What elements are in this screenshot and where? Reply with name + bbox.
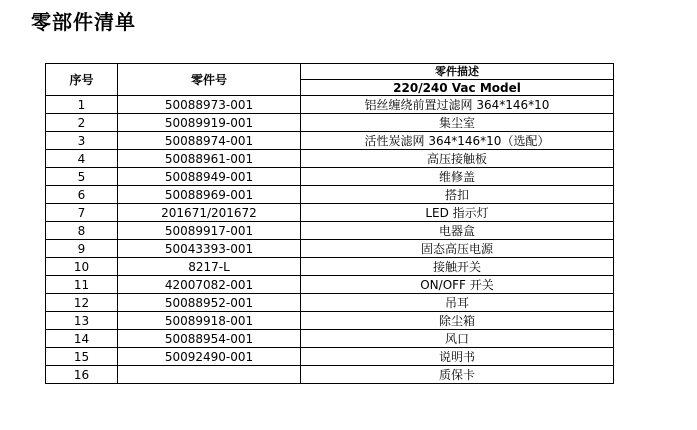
table-row: [46, 330, 614, 348]
cell-part-number: 50089917-001: [118, 222, 301, 240]
cell-description: 维修盖: [301, 168, 614, 186]
table-row: [46, 240, 614, 258]
table-row: [46, 114, 614, 132]
cell-part-number: 50092490-001: [118, 348, 301, 366]
cell-part-number: 50089918-001: [118, 312, 301, 330]
cell-description: 除尘箱: [301, 312, 614, 330]
table-row: [46, 222, 614, 240]
cell-part-number: 50088974-001: [118, 132, 301, 150]
table-row: [46, 276, 614, 294]
header-part-number: 零件号: [118, 64, 301, 96]
cell-index: 7: [46, 204, 118, 222]
table-row: [46, 150, 614, 168]
cell-index: 16: [46, 366, 118, 384]
cell-index: 4: [46, 150, 118, 168]
cell-part-number: 50088969-001: [118, 186, 301, 204]
table-row: [46, 294, 614, 312]
cell-description: LED 指示灯: [301, 204, 614, 222]
table-row: [46, 132, 614, 150]
cell-description: 活性炭滤网 364*146*10（选配）: [301, 132, 614, 150]
cell-index: 14: [46, 330, 118, 348]
cell-index: 11: [46, 276, 118, 294]
cell-description: 高压接触板: [301, 150, 614, 168]
cell-index: 1: [46, 96, 118, 114]
cell-index: 9: [46, 240, 118, 258]
table-row: [46, 186, 614, 204]
cell-part-number: 50088949-001: [118, 168, 301, 186]
parts-table: [45, 63, 614, 384]
header-description: 零件描述: [301, 64, 614, 80]
cell-description: 铝丝缠绕前置过滤网 364*146*10: [301, 96, 614, 114]
cell-part-number: 50088954-001: [118, 330, 301, 348]
header-model: 220/240 Vac Model: [301, 80, 614, 96]
table-header-row: [46, 64, 614, 80]
page-title: 零部件清单: [31, 10, 136, 34]
cell-description: 说明书: [301, 348, 614, 366]
cell-part-number: 201671/201672: [118, 204, 301, 222]
table-row: [46, 96, 614, 114]
cell-index: 3: [46, 132, 118, 150]
table-row: [46, 204, 614, 222]
cell-part-number: 50089919-001: [118, 114, 301, 132]
table-row: [46, 348, 614, 366]
table-row: [46, 168, 614, 186]
cell-part-number: 50043393-001: [118, 240, 301, 258]
cell-part-number: 50088952-001: [118, 294, 301, 312]
cell-index: 15: [46, 348, 118, 366]
cell-description: 风口: [301, 330, 614, 348]
cell-index: 13: [46, 312, 118, 330]
cell-description: ON/OFF 开关: [301, 276, 614, 294]
cell-description: 质保卡: [301, 366, 614, 384]
table-row: [46, 258, 614, 276]
table-body: [46, 96, 614, 384]
cell-index: 10: [46, 258, 118, 276]
cell-description: 电器盒: [301, 222, 614, 240]
cell-part-number: 50088973-001: [118, 96, 301, 114]
cell-index: 6: [46, 186, 118, 204]
cell-part-number: 50088961-001: [118, 150, 301, 168]
cell-part-number: 42007082-001: [118, 276, 301, 294]
table-row: [46, 366, 614, 384]
cell-description: 固态高压电源: [301, 240, 614, 258]
cell-description: 吊耳: [301, 294, 614, 312]
cell-index: 12: [46, 294, 118, 312]
cell-part-number: [118, 366, 301, 384]
cell-description: 接触开关: [301, 258, 614, 276]
cell-description: 集尘室: [301, 114, 614, 132]
cell-description: 搭扣: [301, 186, 614, 204]
table-row: [46, 312, 614, 330]
cell-index: 2: [46, 114, 118, 132]
header-index: 序号: [46, 64, 118, 96]
cell-index: 5: [46, 168, 118, 186]
cell-part-number: 8217-L: [118, 258, 301, 276]
cell-index: 8: [46, 222, 118, 240]
